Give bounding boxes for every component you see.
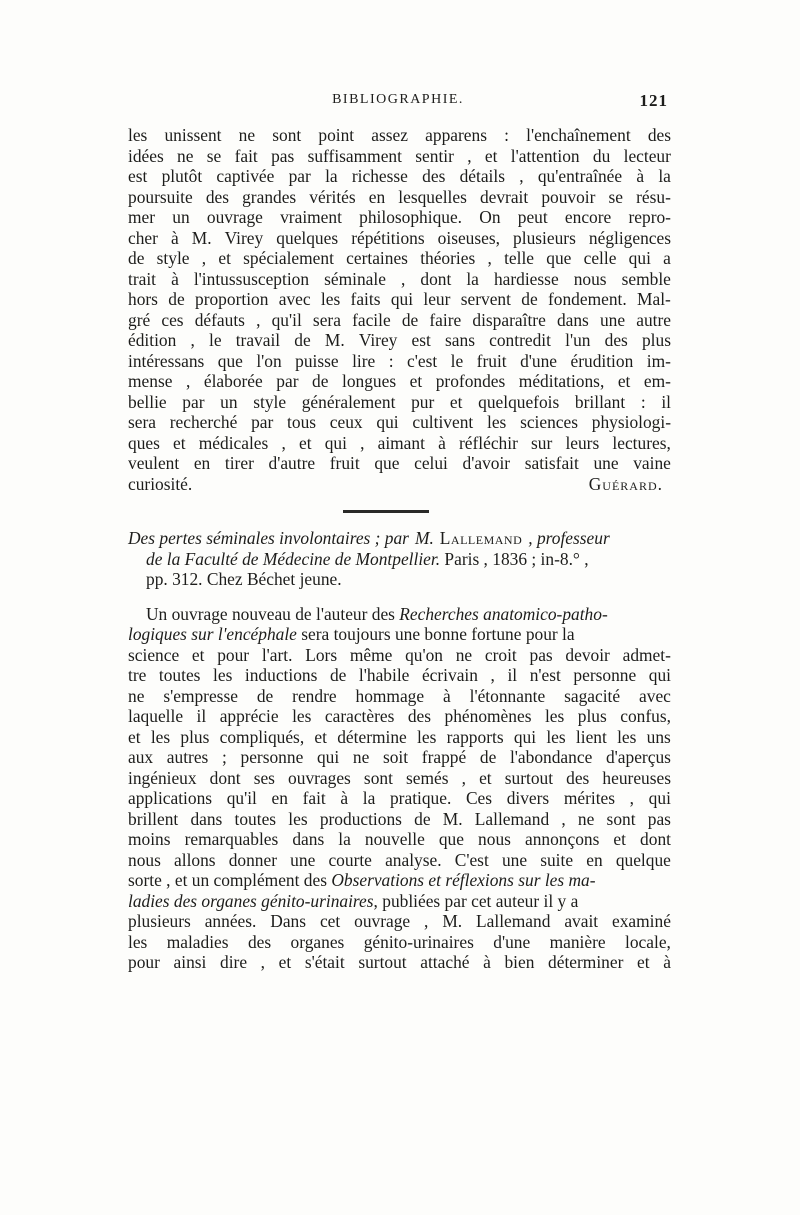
text-line: poursuite des grandes vérités en lesquelles devrait pouvoir se résu- xyxy=(128,186,671,207)
text-run: , publiées par cet auteur il y a xyxy=(373,890,579,911)
closing-word: curiosité. xyxy=(128,473,193,494)
text-line xyxy=(128,891,671,912)
reviewer-signature: Guérard. xyxy=(588,473,663,494)
text-line: les maladies des organes génito-urinaires d'une manière locale, xyxy=(128,931,671,952)
text-line: ingénieux dont ses ouvrages sont semés , et surtout des heureuses xyxy=(128,767,671,788)
text-line: ne s'empresse de rendre hommage à l'étonnante sagacité avec xyxy=(128,685,671,706)
text-line: plusieurs années. Dans cet ouvrage , M. Lallemand avait examiné xyxy=(128,911,671,931)
citation-institution: de la Faculté de Médecine de Montpellier. xyxy=(146,548,441,569)
text-line: et les plus compliqués, et détermine les rapports qui les lient les uns xyxy=(128,726,671,747)
citation-title: Des pertes séminales involontaires ; par xyxy=(128,528,409,548)
section-divider xyxy=(128,494,671,528)
citation-line xyxy=(128,528,671,549)
citation-author: Lallemand xyxy=(439,528,523,548)
text-line: nous allons donner une courte analyse. C'est une suite en quelque xyxy=(128,849,671,870)
text-line: pour ainsi dire , et s'était surtout attaché à bien déterminer et à xyxy=(128,952,671,972)
text-line: ques et médicales , et qui , aimant à réfléchir sur leurs lectures, xyxy=(128,432,671,453)
book-citation xyxy=(128,528,671,590)
text-line: laquelle il apprécie les caractères des phénomènes les plus confus, xyxy=(128,706,671,726)
text-line: est plutôt captivée par la richesse des détails , qu'entraînée à la xyxy=(128,166,671,186)
divider-rule xyxy=(343,510,429,513)
text-line: brillent dans toutes les productions de M. Lallemand , ne sont pas xyxy=(128,808,671,829)
review-lallemand xyxy=(128,604,671,973)
text-line: trait à l'intussusception séminale , dont la hardiesse nous semble xyxy=(128,268,671,289)
work-title: Recherches anatomico-patho- xyxy=(399,603,608,624)
text-line: mense , élaborée par de longues et profondes méditations, et em- xyxy=(128,371,671,391)
text-line: gré ces défauts , qu'il sera facile de faire disparaître dans une autre xyxy=(128,309,671,330)
text-line: science et pour l'art. Lors même qu'on ne croit pas devoir admet- xyxy=(128,644,671,665)
text-line: édition , le travail de M. Virey est sans contredit l'un des plus xyxy=(128,330,671,350)
citation-imprint: Paris , 1836 ; in-8.° , xyxy=(440,548,589,569)
work-title: ladies des organes génito-urinaires xyxy=(128,890,374,911)
text-line: aux autres ; personne qui ne soit frappé de l'abondance d'aperçus xyxy=(128,747,671,767)
text-line: cher à M. Virey quelques répétitions oiseuses, plusieurs négligences xyxy=(128,227,671,248)
text-line: de style , et spécialement certaines théories , telle que celle qui a xyxy=(128,248,671,268)
work-title: Observations et réflexions sur les ma- xyxy=(331,870,596,890)
closing-line xyxy=(128,474,671,495)
text-line: bellie par un style généralement pur et quelquefois brillant : il xyxy=(128,391,671,412)
text-line: les unissent ne sont point assez apparens : l'enchaînement des xyxy=(128,125,671,145)
work-title: logiques sur l'encéphale xyxy=(128,624,297,644)
review-guerard xyxy=(128,125,671,494)
text-line: tre toutes les inductions de l'habile écrivain , il n'est personne qui xyxy=(128,665,671,685)
text-line: applications qu'il en fait à la pratique. Ces divers mérites , qui xyxy=(128,788,671,808)
text-line xyxy=(128,870,671,891)
text-line: idées ne se fait pas suffisamment sentir , et l'attention du lecteur xyxy=(128,145,671,166)
text-run: Un ouvrage nouveau de l'auteur des xyxy=(146,603,400,624)
page-header xyxy=(128,92,668,116)
text-line xyxy=(128,624,671,645)
citation-line xyxy=(128,549,671,570)
citation-author-prefix: M. xyxy=(414,528,434,548)
text-line: mer un ouvrage vraiment philosophique. On peut encore repro- xyxy=(128,207,671,227)
running-title: BIBLIOGRAPHIE. xyxy=(332,92,464,107)
page-body xyxy=(128,125,671,973)
text-line: veulent en tirer d'autre fruit que celui d'avoir satisfait une vaine xyxy=(128,453,671,473)
citation-role: , professeur xyxy=(528,528,610,548)
text-run: sorte , et un complément des xyxy=(128,870,332,890)
text-line: intéressans que l'on puisse lire : c'est le fruit d'une érudition im- xyxy=(128,350,671,371)
text-run: sera toujours une bonne fortune pour la xyxy=(296,624,575,644)
citation-line: pp. 312. Chez Béchet jeune. xyxy=(146,569,342,589)
text-line: sera recherché par tous ceux qui cultivent les sciences physiologi- xyxy=(128,412,671,432)
text-line: moins remarquables dans la nouvelle que nous annonçons et dont xyxy=(128,829,671,849)
page-number: 121 xyxy=(639,91,668,110)
text-line xyxy=(128,604,671,625)
text-line: hors de proportion avec les faits qui leur servent de fondement. Mal- xyxy=(128,289,671,309)
